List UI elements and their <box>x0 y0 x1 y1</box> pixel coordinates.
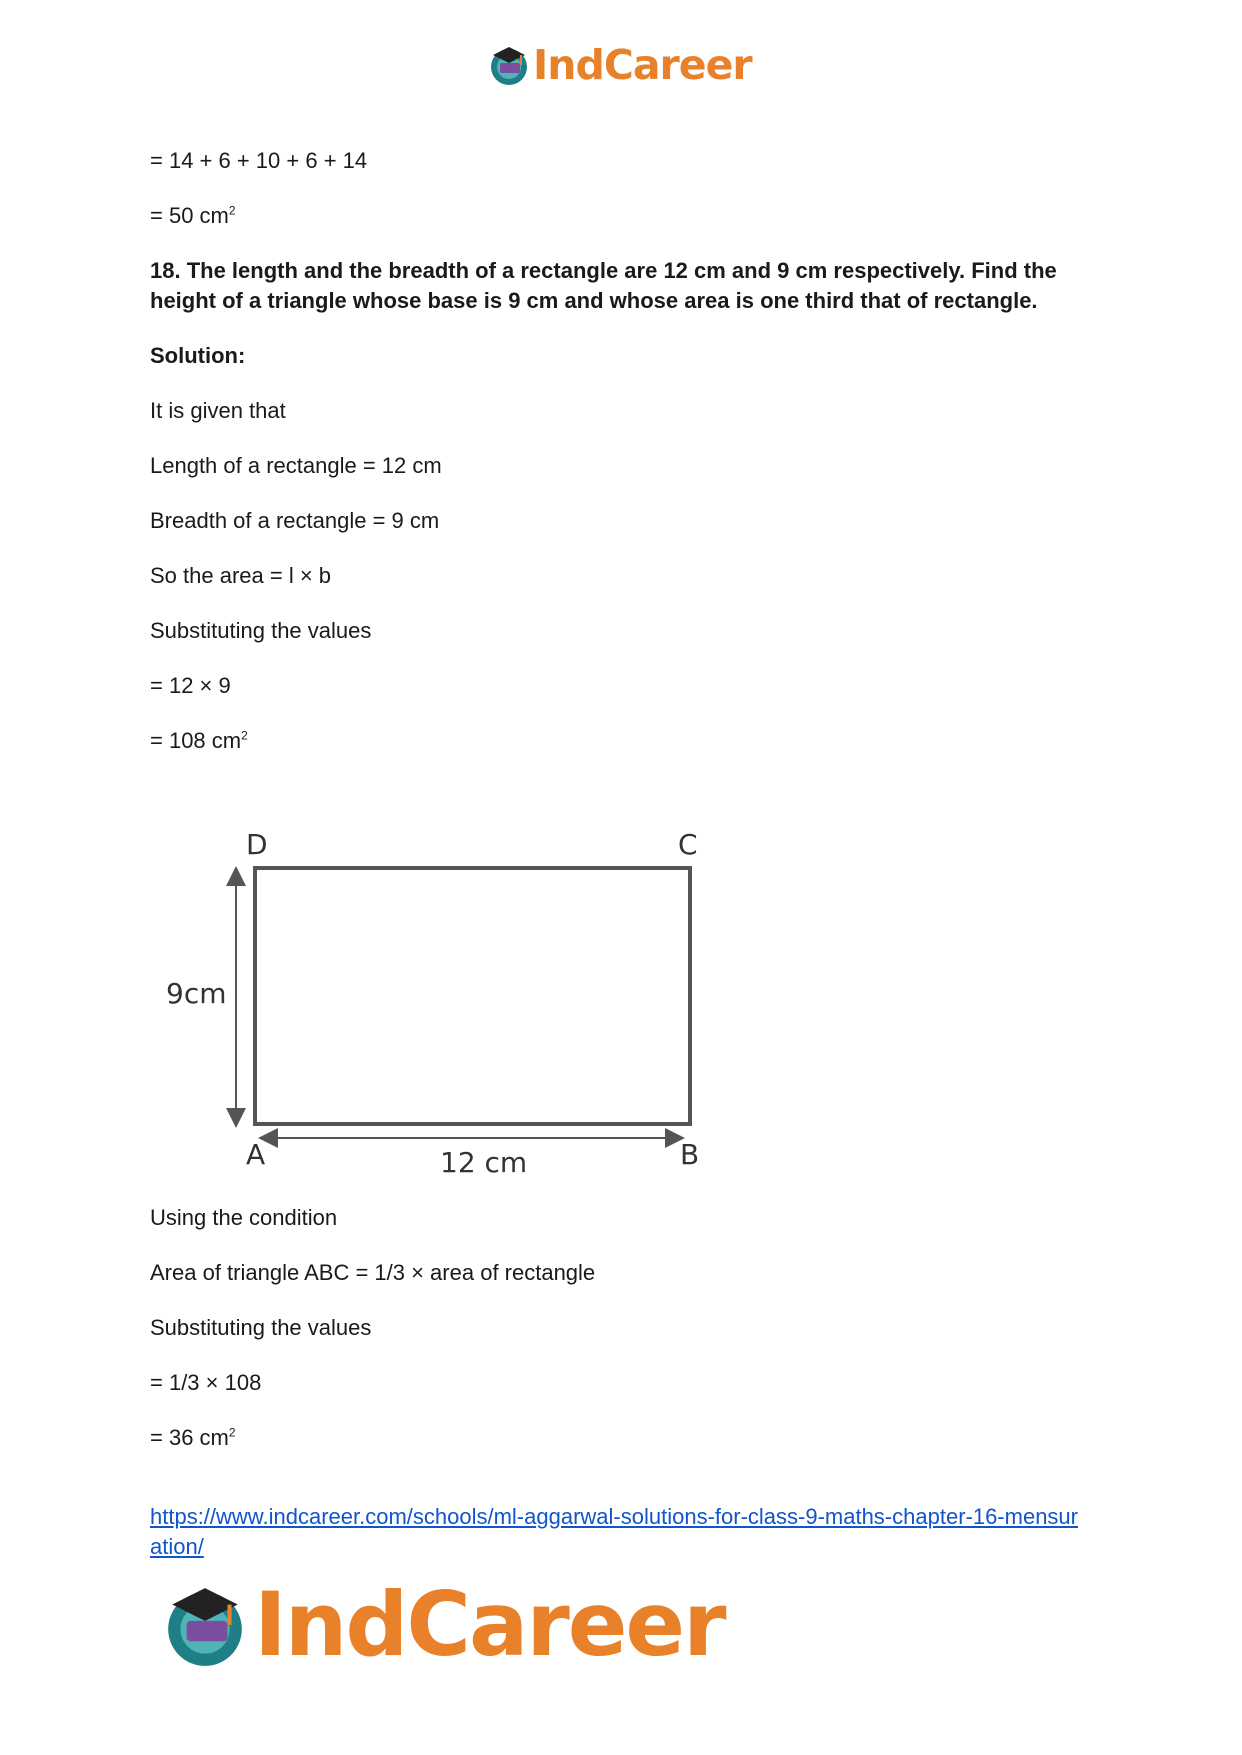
document-body-continued <box>150 1203 1090 1478</box>
condition-line: Using the condition <box>150 1205 338 1230</box>
footer-logo <box>160 1570 725 1680</box>
triangle-exponent: 2 <box>228 1425 236 1440</box>
substituting-line: Substituting the values <box>150 618 372 643</box>
sum-line: = 14 + 6 + 10 + 6 + 14 <box>150 148 368 173</box>
result-line <box>150 201 1090 231</box>
result-exponent: 2 <box>228 203 236 218</box>
vertex-c-label: C <box>678 828 698 861</box>
rectangle-figure <box>150 820 710 1180</box>
given-line: It is given that <box>150 398 286 423</box>
fraction-product-line: = 1/3 × 108 <box>150 1370 262 1395</box>
graduation-globe-icon <box>487 43 531 87</box>
length-line: Length of a rectangle = 12 cm <box>150 453 442 478</box>
height-label: 9cm <box>166 977 227 1010</box>
area-exponent: 2 <box>241 728 248 743</box>
product-line: = 12 × 9 <box>150 673 231 698</box>
source-link[interactable]: https://www.indcareer.com/schools/ml-aggarwal-solutions-for-class-9-maths-chapter-16-mensuration/ <box>150 1504 1078 1559</box>
logo-wordmark: IndCareer <box>533 40 752 89</box>
solution-heading: Solution: <box>150 343 246 368</box>
question-text: 18. The length and the breadth of a rectangle are 12 cm and 9 cm respectively. Find the height of a triangle whose base is 9 cm and whose area is one third that of rectangle. <box>150 258 1057 313</box>
triangle-value: = 36 cm <box>150 1425 229 1450</box>
area-value-line <box>150 726 1090 756</box>
document-body <box>150 146 1090 781</box>
rectangle-abcd <box>255 868 690 1124</box>
logo-wordmark: IndCareer <box>254 1573 725 1676</box>
graduation-globe-icon <box>160 1580 250 1670</box>
base-label: 12 cm <box>440 1146 528 1179</box>
triangle-area-line: Area of triangle ABC = 1/3 × area of rectangle <box>150 1260 596 1285</box>
result-value: = 50 cm <box>150 203 229 228</box>
vertex-b-label: B <box>680 1138 700 1171</box>
vertex-d-label: D <box>246 828 268 861</box>
header-logo <box>487 40 752 90</box>
breadth-line: Breadth of a rectangle = 9 cm <box>150 508 440 533</box>
substituting-line-2: Substituting the values <box>150 1315 372 1340</box>
area-value: = 108 cm <box>150 728 242 753</box>
area-formula-line: So the area = l × b <box>150 563 332 588</box>
triangle-value-line <box>150 1423 1090 1453</box>
vertex-a-label: A <box>246 1138 266 1171</box>
